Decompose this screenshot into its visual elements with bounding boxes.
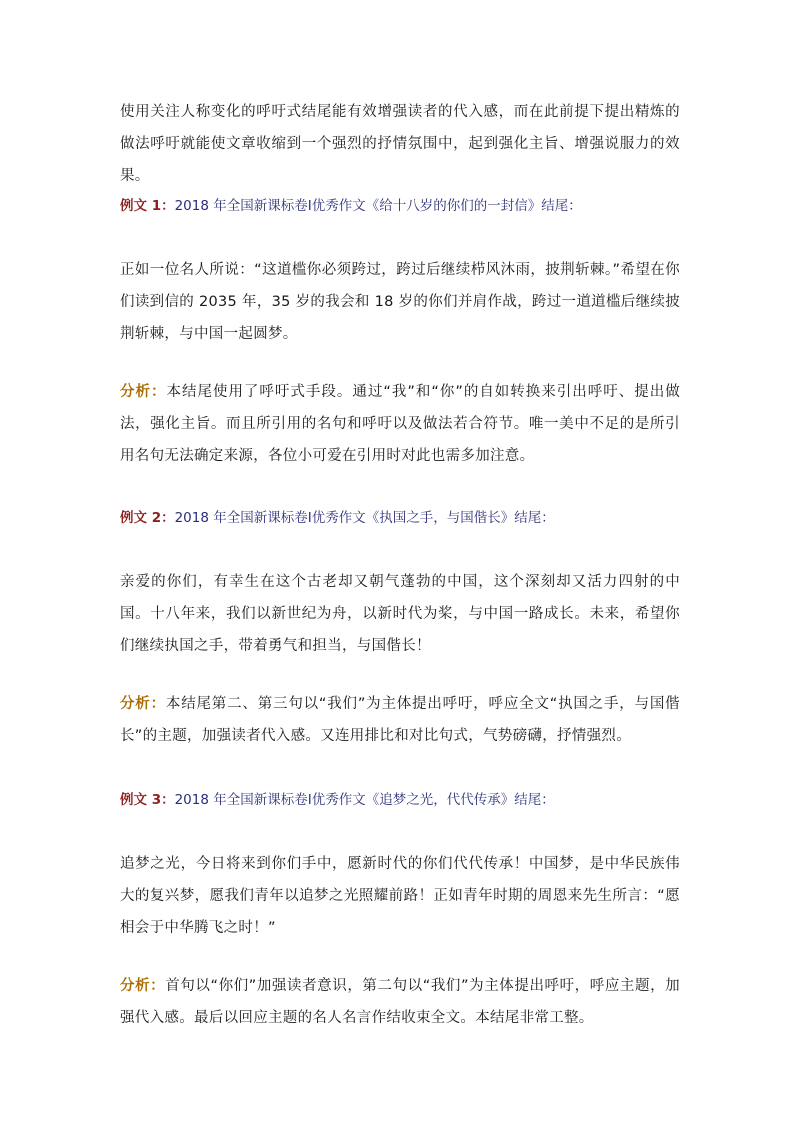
example-2-body: 亲爱的你们，有幸生在这个古老却又朝气蓬勃的中国，这个深刻却又活力四射的中国。十八年来，我们以新世纪为舟，以新时代为桨，与中国一路成长。未来，希望你们继续执国之手，带着勇气和担当，与国偕长！ <box>120 574 680 654</box>
intro-paragraph: 使用关注人称变化的呼吁式结尾能有效增强读者的代入感，而在此前提下提出精炼的做法呼吁就能使文章收缩到一个强烈的抒情氛围中，起到强化主旨、增强说服力的效果。 <box>120 104 680 184</box>
example-3-heading <box>120 788 680 812</box>
example-3-tag: 例文 3： <box>120 792 175 808</box>
example-1-analysis <box>120 376 680 472</box>
example-3-analysis-tag: 分析： <box>120 978 166 994</box>
example-3-body: 追梦之光，今日将来到你们手中，愿新时代的你们代代传承！中国梦，是中华民族伟大的复兴梦，愿我们青年以追梦之光照耀前路！正如青年时期的周恩来先生所言：“愿相会于中华腾飞之时！” <box>120 856 680 936</box>
example-2-analysis <box>120 688 680 752</box>
example-1-analysis-text: 本结尾使用了呼吁式手段。通过“我”和“你”的自如转换来引出呼吁、提出做法，强化主旨。而且所引用的名句和呼吁以及做法若合符节。唯一美中不足的是所引用名句无法确定来源，各位小可爱在引用时对此也需多加注意。 <box>120 384 681 464</box>
example-1-tag: 例文 1： <box>120 198 175 214</box>
example-2-title: 2018 年全国新课标卷Ⅰ优秀作文《执国之手，与国偕长》结尾： <box>174 510 555 526</box>
example-2-analysis-tag: 分析： <box>120 696 166 712</box>
example-1-body: 正如一位名人所说：“这道槛你必须跨过，跨过后继续栉风沐雨，披荆斩棘。”希望在你们读到信的 2035 年，35 岁的我会和 18 岁的你们并肩作战，跨过一道道槛后继续披荆斩棘，与中国一起圆梦。 <box>120 262 680 342</box>
example-3-analysis <box>120 970 680 1034</box>
example-1-title: 2018 年全国新课标卷Ⅰ优秀作文《给十八岁的你们的一封信》结尾： <box>174 198 582 214</box>
example-2-analysis-text: 本结尾第二、第三句以“我们”为主体提出呼吁，呼应全文“执国之手，与国偕长”的主题，加强读者代入感。又连用排比和对比句式，气势磅礴，抒情强烈。 <box>120 696 680 744</box>
example-1-heading <box>120 194 680 218</box>
example-2-heading <box>120 506 680 530</box>
example-3-analysis-text: 首句以“你们”加强读者意识，第二句以“我们”为主体提出呼吁，呼应主题，加强代入感。最后以回应主题的名人名言作结收束全文。本结尾非常工整。 <box>120 978 680 1026</box>
example-3-title: 2018 年全国新课标卷Ⅰ优秀作文《追梦之光，代代传承》结尾： <box>174 792 555 808</box>
example-1-analysis-tag: 分析： <box>120 384 167 400</box>
example-2-tag: 例文 2： <box>120 510 175 526</box>
